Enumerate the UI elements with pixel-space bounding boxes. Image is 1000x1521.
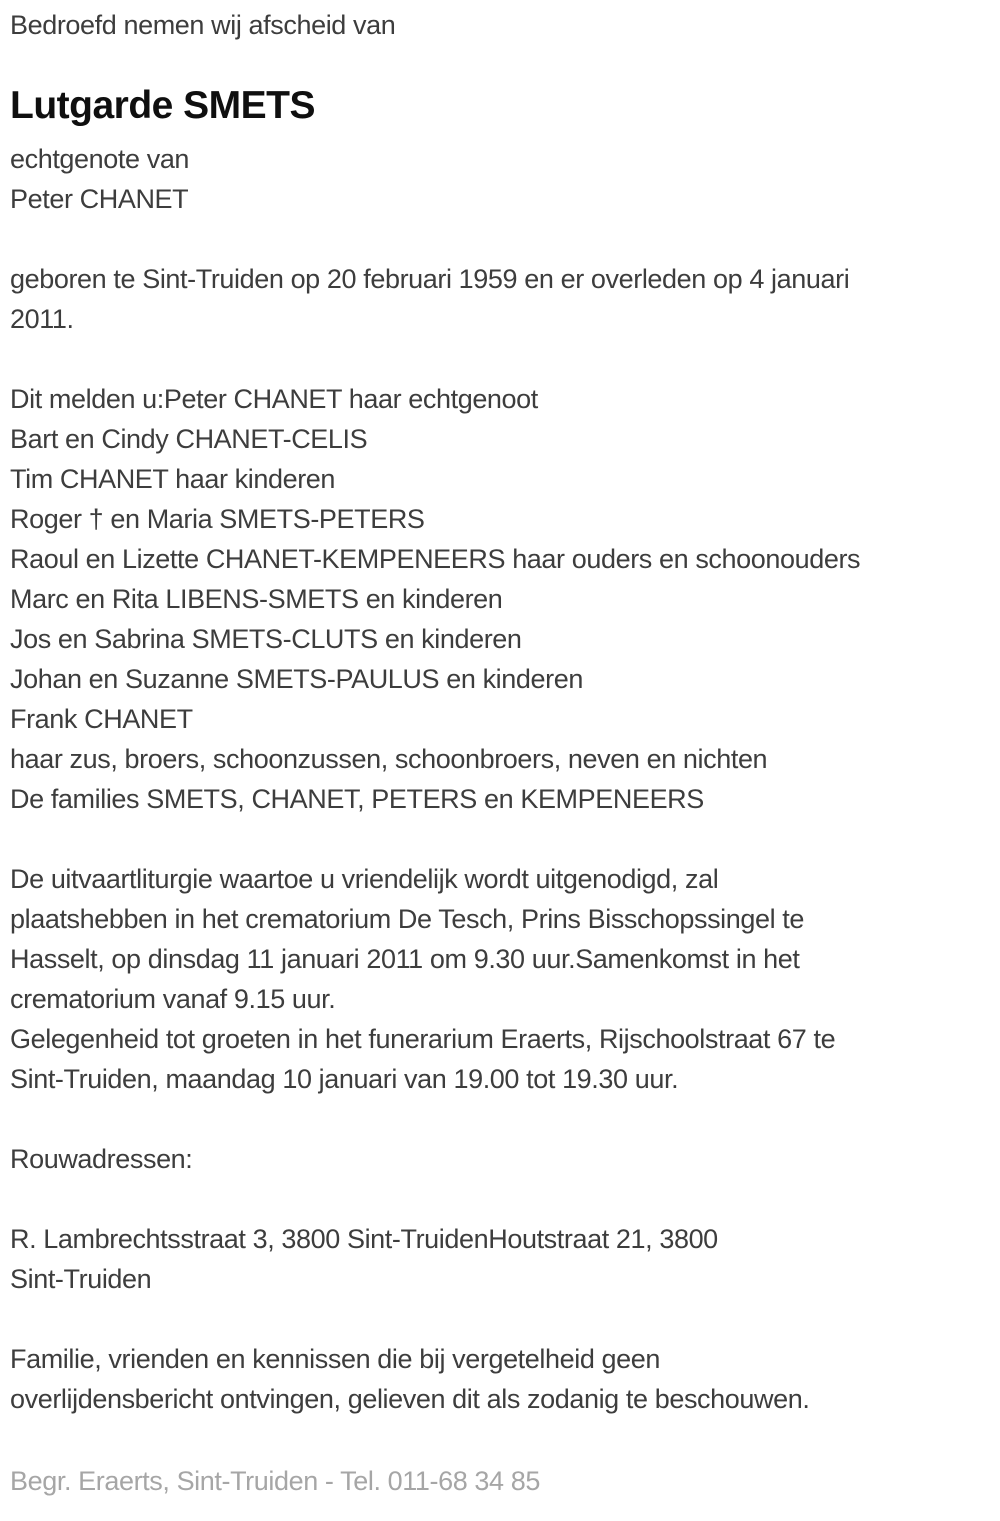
notifier-line: Marc en Rita LIBENS-SMETS en kinderen: [10, 584, 503, 614]
mourning-addresses-block: [10, 1219, 990, 1299]
life-dates-block: [10, 259, 990, 339]
life-dates-line: geboren te Sint-Truiden op 20 februari 1959 en er overleden op 4 januari: [10, 264, 850, 294]
ceremony-line: De uitvaartliturgie waartoe u vriendelijk wordt uitgenodigd, zal: [10, 864, 719, 894]
notifier-line: Bart en Cindy CHANET-CELIS: [10, 424, 368, 454]
ceremony-line: Sint-Truiden, maandag 10 januari van 19.00 tot 19.30 uur.: [10, 1064, 679, 1094]
notifiers-block: [10, 379, 990, 819]
mourning-addresses-label: Rouwadressen:: [10, 1144, 193, 1174]
closing-line: Familie, vrienden en kennissen die bij vergetelheid geen: [10, 1344, 661, 1374]
notifier-line: Johan en Suzanne SMETS-PAULUS en kinderen: [10, 664, 583, 694]
address-line: R. Lambrechtsstraat 3, 3800 Sint-TruidenHoutstraat 21, 3800: [10, 1224, 718, 1254]
ceremony-line: Hasselt, op dinsdag 11 januari 2011 om 9.30 uur.Samenkomst in het: [10, 944, 800, 974]
subtitle-spouse-name: Peter CHANET: [10, 184, 189, 214]
notifier-line: Frank CHANET: [10, 704, 193, 734]
notifier-line: Tim CHANET haar kinderen: [10, 464, 336, 494]
page-title: Lutgarde SMETS: [10, 84, 316, 127]
closing-note-block: [10, 1339, 990, 1419]
address-line: Sint-Truiden: [10, 1264, 152, 1294]
undertaker-contact-footer: Begr. Eraerts, Sint-Truiden - Tel. 011-68 34 85: [10, 1466, 540, 1496]
notifier-line: Roger † en Maria SMETS-PETERS: [10, 504, 425, 534]
subtitle-block: [10, 139, 990, 219]
intro-text: Bedroefd nemen wij afscheid van: [10, 10, 396, 40]
life-dates-line: 2011.: [10, 304, 74, 334]
notifier-line: Raoul en Lizette CHANET-KEMPENEERS haar ouders en schoonouders: [10, 544, 861, 574]
notifier-line: Dit melden u:Peter CHANET haar echtgenoot: [10, 384, 538, 414]
ceremony-line: crematorium vanaf 9.15 uur.: [10, 984, 336, 1014]
ceremony-block: [10, 859, 990, 1099]
notifier-line: Jos en Sabrina SMETS-CLUTS en kinderen: [10, 624, 522, 654]
ceremony-line: plaatshebben in het crematorium De Tesch, Prins Bisschopssingel te: [10, 904, 805, 934]
notifier-line: haar zus, broers, schoonzussen, schoonbroers, neven en nichten: [10, 744, 768, 774]
ceremony-line: Gelegenheid tot groeten in het funerarium Eraerts, Rijschoolstraat 67 te: [10, 1024, 836, 1054]
closing-line: overlijdensbericht ontvingen, gelieven dit als zodanig te beschouwen.: [10, 1384, 810, 1414]
subtitle-relation: echtgenote van: [10, 144, 190, 174]
notifier-line: De families SMETS, CHANET, PETERS en KEMPENEERS: [10, 784, 704, 814]
